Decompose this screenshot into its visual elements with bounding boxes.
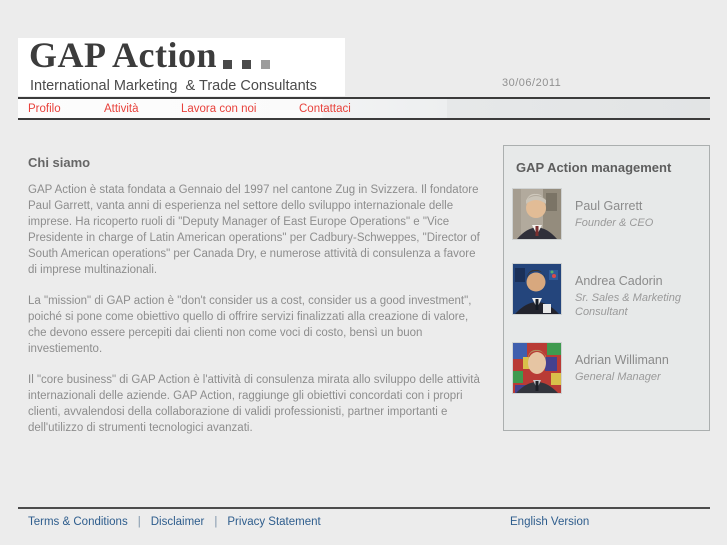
management-panel (503, 145, 710, 431)
logo-title: GAP Action (29, 35, 218, 75)
privacy-statement-link[interactable]: Privacy Statement (227, 516, 321, 528)
member-role: General Manager (575, 371, 661, 383)
logo-subtitle: International Marketing & Trade Consultants (30, 78, 317, 94)
footer-divider (18, 507, 710, 509)
english-version-link[interactable]: English Version (510, 516, 590, 528)
member-role: Founder & CEO (575, 217, 654, 229)
member-row-paul-garrett (512, 188, 709, 240)
member-row-andrea-cadorin (512, 263, 709, 319)
current-date: 30/06/2011 (502, 77, 562, 89)
footer-links (28, 516, 321, 528)
nav-item-lavora-con-noi[interactable]: Lavora con noi (181, 102, 257, 115)
logo-squares-icon (223, 60, 293, 70)
member-row-adrian-willimann (512, 342, 709, 394)
terms-and-conditions-link[interactable]: Terms & Conditions (28, 516, 128, 528)
nav-item-contattaci[interactable]: Contattaci (299, 102, 351, 115)
member-name: Andrea Cadorin (575, 274, 663, 288)
about-paragraph-1: GAP Action è stata fondata a Gennaio del 1997 nel cantone Zug in Svizzera. Il fondatore Paul Garrett, vanta anni di esperienza nel settore dello sviluppo internazionale delle imprese. Ha ricoperto ruoli di "Deputy Manager of East Europe Operations" e "Vice Presidente in charge of Latin American operations" per Cadbury-Schweppes, "Director of South American operations" per Canada Dry, e numerose attività di consulenza a favore di imprese multinazionali. (28, 184, 480, 276)
page-title: Chi siamo (28, 155, 91, 170)
main-nav (18, 97, 710, 120)
logo[interactable] (18, 35, 345, 96)
nav-item-attivita[interactable]: Attività (104, 102, 139, 115)
paul-garrett-photo (512, 188, 562, 240)
disclaimer-link[interactable]: Disclaimer (150, 516, 205, 528)
member-name: Adrian Willimann (575, 353, 669, 367)
member-name: Paul Garrett (575, 199, 643, 213)
about-text (28, 182, 486, 451)
about-paragraph-2: La "mission" di GAP action è "don't consider us a cost, consider us a good investment", poiché si pone come obiettivo quello di offrire servizi finalizzati alla creazione di valore, che devono essere percepiti dai clienti non come voci di costo, bensì un buon investiemento. (28, 295, 472, 355)
separator: | (137, 516, 141, 528)
member-role: Sr. Sales & Marketing Consultant (575, 292, 681, 318)
adrian-willimann-photo (512, 342, 562, 394)
management-panel-title: GAP Action management (516, 160, 672, 175)
nav-item-profilo[interactable]: Profilo (28, 102, 61, 115)
andrea-cadorin-photo (512, 263, 562, 315)
separator: | (214, 516, 218, 528)
about-paragraph-3: Il "core business" di GAP Action è l'attività di consulenza mirata allo sviluppo delle attività internazionali delle aziende. GAP Action, raggiunge gli obiettivi concordati con i propri clienti, avvalendosi della collaborazione di validi professionisti, partner importanti e dell'utilizzo di strumenti tecnologici avanzati. (28, 374, 480, 434)
